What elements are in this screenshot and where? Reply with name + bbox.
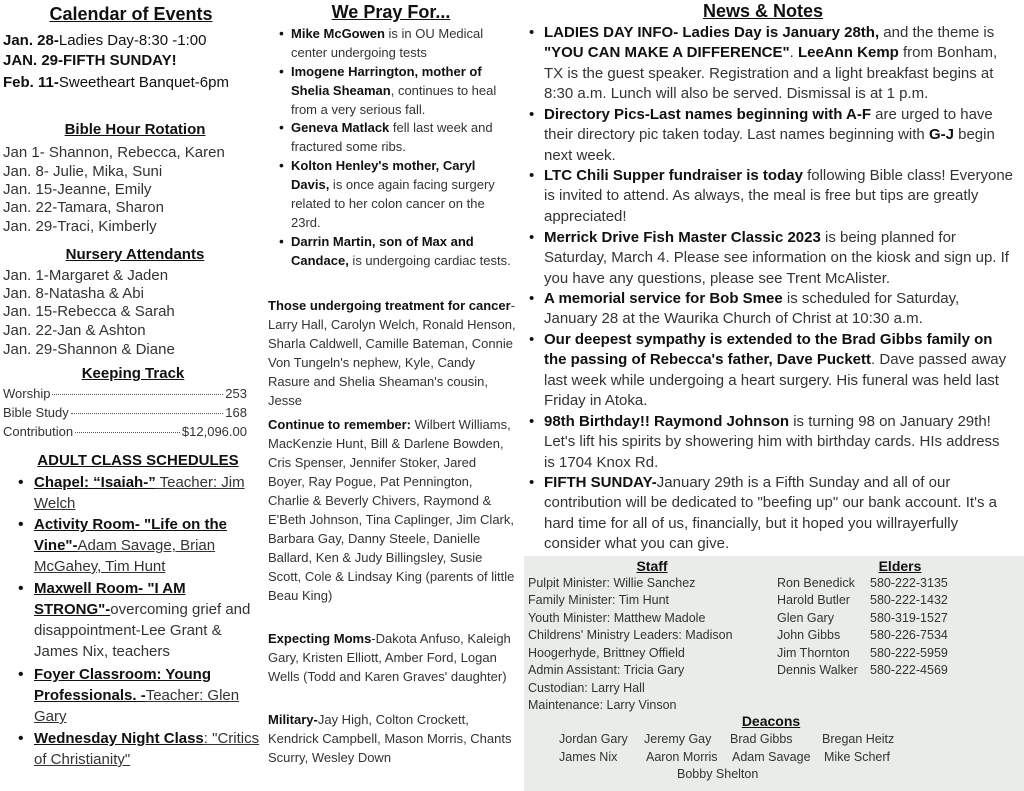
staff-row: Custodian: Larry Hall — [528, 681, 645, 695]
prayer-item: • Geneva Matlack fell last week and fractured some ribs. — [291, 118, 517, 156]
nursery-row: Jan. 22-Jan & Ashton — [3, 322, 146, 339]
news-item: • Merrick Drive Fish Master Classic 2023 is being planned for Saturday, March 4. Please see information on the kiosk and sign up. If you have any questions, please see Trent McAlister. — [544, 228, 1014, 289]
keeping-track-row: Worship 253 — [3, 386, 247, 401]
keeping-track-title: Keeping Track — [81, 365, 185, 382]
staff-row: Youth Minister: Matthew Madole — [528, 611, 706, 625]
news-title: News & Notes — [702, 1, 824, 21]
adult-class-item: • Maxwell Room- "I AM STRONG"-overcoming grief and disappointment-Lee Grant & James Nix, teachers — [34, 578, 264, 662]
calendar-event: Jan. 28-Ladies Day-8:30 -1:00 — [3, 32, 207, 49]
calendar-event: Feb. 11-Sweetheart Banquet-6pm — [3, 74, 229, 91]
staff-row: Maintenance: Larry Vinson — [528, 698, 677, 712]
deacon-name: Bobby Shelton — [677, 767, 759, 781]
deacon-name: Bregan Heitz — [822, 732, 895, 746]
elder-row: Ron Benedick 580-222-3135 — [777, 576, 948, 590]
staff-row: Family Minister: Tim Hunt — [528, 593, 669, 607]
adult-class-item: • Wednesday Night Class: "Critics of Christianity" — [34, 728, 260, 770]
deacon-name: James Nix — [559, 750, 618, 764]
keeping-track-row: Contribution $12,096.00 — [3, 424, 247, 439]
adult-class-item: • Foyer Classroom: Young Professionals. -Teacher: Glen Gary — [34, 664, 256, 727]
bible-hour-title: Bible Hour Rotation — [64, 121, 206, 138]
prayer-paragraph: Those undergoing treatment for cancer-Larry Hall, Carolyn Welch, Ronald Henson, Sharla Caldwell, Camille Bateman, Connie Von Tungeln's nephew, Kyle, Candy Rasure and Shelia Sheaman's cousin, Jesse — [268, 298, 516, 408]
prayer-item: • Kolton Henley's mother, Caryl Davis, is once again facing surgery related to her colon cancer on the 23rd. — [291, 156, 517, 232]
bible-hour-row: Jan. 29-Traci, Kimberly — [3, 218, 157, 235]
pray-title: We Pray For... — [331, 2, 451, 22]
prayer-paragraph: Military-Jay High, Colton Crockett, Kendrick Campbell, Mason Morris, Chants Scurry, Wesley Down — [268, 712, 512, 765]
prayer-paragraph: Continue to remember: Wilbert Williams, MacKenzie Hunt, Bill & Darlene Bowden, Cris Spenser, Jennifer Stoker, Jared Boyer, Ray Pogue, Pat Pennington, Charlie & Beverly Chivers, Raymond & E'Beth Johnson, Tina Caplinger, Jim Clark, Barbara Gay, Danny Steele, Danielle Ballard, Ken & Judy Billingsley, Susie Scott, Cole & Lindsay King (parents of little Beau King) — [268, 417, 515, 603]
nursery-row: Jan. 1-Margaret & Jaden — [3, 267, 169, 284]
nursery-row: Jan. 15-Rebecca & Sarah — [3, 303, 175, 320]
staff-row: Hoogerhyde, Brittney Offield — [528, 646, 685, 660]
deacon-name: Brad Gibbs — [730, 732, 793, 746]
prayer-item: • Darrin Martin, son of Max and Candace, is undergoing cardiac tests. — [291, 232, 517, 270]
deacon-name: Jeremy Gay — [644, 732, 712, 746]
news-item: • FIFTH SUNDAY-January 29th is a Fifth Sunday and all of our contribution will be dedicated to "beefing up" our bank account. It's a hard time for all of us, financially, but it hoped you willrayerfully consider what you can give. — [544, 473, 1014, 555]
deacon-name: Aaron Morris — [646, 750, 718, 764]
deacon-name: Mike Scherf — [824, 750, 890, 764]
news-item: • LTC Chili Supper fundraiser is today following Bible class! Everyone is invited to attend. As always, the meal is free but tips are greatly appreciated! — [544, 166, 1014, 227]
news-item: • Our deepest sympathy is extended to the Brad Gibbs family on the passing of Rebecca's father, Dave Puckett. Dave passed away last week while undergoing a heart surgery. His funeral was held last Friday in Atoka. — [544, 330, 1014, 412]
staff-title: Staff — [636, 558, 668, 574]
deacons-title: Deacons — [741, 713, 801, 729]
elder-row: Dennis Walker 580-222-4569 — [777, 663, 948, 677]
deacon-name: Adam Savage — [732, 750, 811, 764]
bible-hour-row: Jan. 8- Julie, Mika, Suni — [3, 163, 163, 180]
elders-title: Elders — [878, 558, 922, 574]
staff-row: Admin Assistant: Tricia Gary — [528, 663, 685, 677]
prayer-item: • Mike McGowen is in OU Medical center undergoing tests — [291, 24, 517, 62]
elder-row: Jim Thornton 580-222-5959 — [777, 646, 948, 660]
staff-row: Childrens' Ministry Leaders: Madison — [528, 628, 733, 642]
news-item: • A memorial service for Bob Smee is scheduled for Saturday, January 28 at the Waurika Church of Christ at 10:30 a.m. — [544, 289, 1014, 330]
elder-row: John Gibbs 580-226-7534 — [777, 628, 948, 642]
adult-class-title: ADULT CLASS SCHEDULES — [37, 452, 239, 469]
staff-panel — [524, 556, 1024, 791]
prayer-item: • Imogene Harrington, mother of Shelia Sheaman, continues to heal from a very serious fall. — [291, 62, 517, 119]
deacon-name: Jordan Gary — [559, 732, 628, 746]
prayer-paragraph: Expecting Moms-Dakota Anfuso, Kaleigh Gary, Kristen Elliott, Amber Ford, Logan Wells (Todd and Karen Graves' daughter) — [268, 631, 511, 684]
elder-row: Glen Gary 580-319-1527 — [777, 611, 948, 625]
elder-row: Harold Butler 580-222-1432 — [777, 593, 948, 607]
bible-hour-row: Jan. 22-Tamara, Sharon — [3, 199, 164, 216]
news-item: • LADIES DAY INFO- Ladies Day is January 28th, and the theme is "YOU CAN MAKE A DIFFERENCE". LeeAnn Kemp from Bonham, TX is the guest speaker. Registration and a light breakfast begins at 8:30 a.m. Lunch will also be served. Dismissal is at 1 p.m. — [544, 23, 1014, 105]
bible-hour-row: Jan 1- Shannon, Rebecca, Karen — [3, 144, 225, 161]
adult-class-item: • Chapel: “Isaiah-” Teacher: Jim Welch — [34, 472, 260, 514]
adult-class-item: • Activity Room- "Life on the Vine"-Adam Savage, Brian McGahey, Tim Hunt — [34, 514, 260, 577]
nursery-title: Nursery Attendants — [65, 246, 205, 263]
news-item: • Directory Pics-Last names beginning with A-F are urged to have their directory pic taken today. Last names beginning with G-J begin next week. — [544, 105, 1014, 166]
calendar-event: JAN. 29-FIFTH SUNDAY! — [3, 52, 177, 69]
nursery-row: Jan. 29-Shannon & Diane — [3, 341, 175, 358]
keeping-track-row: Bible Study 168 — [3, 405, 247, 420]
staff-row: Pulpit Minister: Willie Sanchez — [528, 576, 696, 590]
news-item: • 98th Birthday!! Raymond Johnson is turning 98 on January 29th! Let's lift his spirits by showering him with birthday cards. HIs address is 1704 Knox Rd. — [544, 412, 1014, 473]
bible-hour-row: Jan. 15-Jeanne, Emily — [3, 181, 152, 198]
nursery-row: Jan. 8-Natasha & Abi — [3, 285, 144, 302]
calendar-title: Calendar of Events — [49, 4, 213, 24]
